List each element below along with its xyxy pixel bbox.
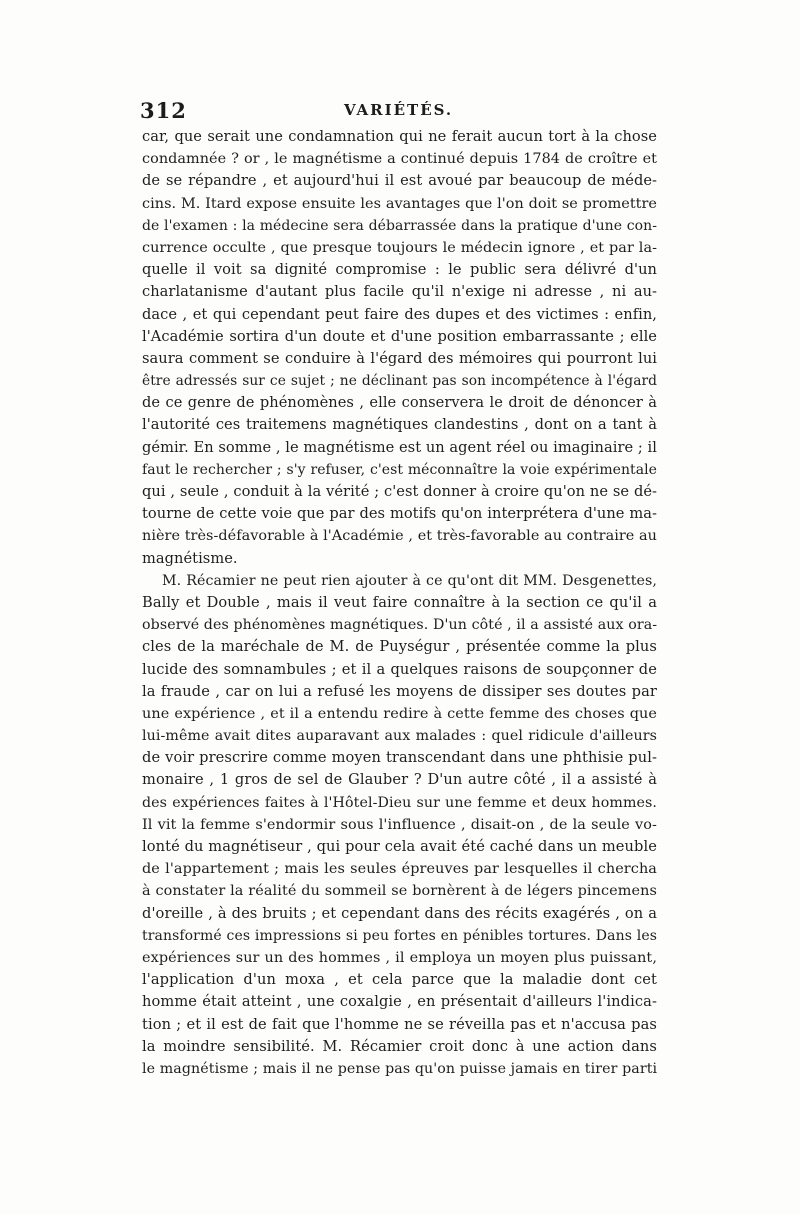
text-line: l'autorité ces traitemens magnétiques clandestins , dont on a tant à — [142, 416, 657, 434]
text-line: Il vit la femme s'endormir sous l'influence , disait-on , de la seule vo- — [142, 816, 657, 833]
text-line: cins. M. Itard expose ensuite les avantages que l'on doit se promettre — [142, 195, 657, 212]
text-line: une expérience , et il a entendu redire à cette femme des choses que — [142, 705, 657, 722]
text-line: de l'examen : la médecine sera débarrassée dans la pratique d'une con- — [142, 217, 657, 234]
text-line: tion ; et il est de fait que l'homme ne se réveilla pas et n'accusa pas — [142, 1015, 657, 1033]
paragraph-2 — [142, 570, 657, 1080]
page-header — [140, 98, 660, 126]
text-line: lui-même avait dites auparavant aux malades : quel ridicule d'ailleurs — [142, 728, 657, 745]
text-line: currence occulte , que presque toujours le médecin ignore , et par la- — [142, 239, 657, 256]
text-line: l'Académie sortira d'un doute et d'une position embarrassante ; elle — [142, 327, 657, 345]
text-line: de se répandre , et aujourd'hui il est avoué par beaucoup de méde- — [142, 172, 657, 190]
text-line: gémir. En somme , le magnétisme est un agent réel ou imaginaire ; il — [142, 438, 657, 456]
text-line: charlatanisme d'autant plus facile qu'il n'exige ni adresse , ni au- — [142, 283, 657, 301]
running-head: VARIÉTÉS. — [344, 101, 454, 119]
text-line: observé des phénomènes magnétiques. D'un côté , il a assisté aux ora- — [142, 617, 658, 634]
text-line: M. Récamier ne peut rien ajouter à ce qu'ont dit MM. Desgenettes, — [162, 572, 657, 589]
text-line: monaire , 1 gros de sel de Glauber ? D'un autre côté , il a assisté à — [142, 771, 657, 789]
text-line: le magnétisme ; mais il ne pense pas qu'on puisse jamais en tirer parti — [142, 1060, 658, 1077]
paragraph-1 — [142, 126, 657, 570]
text-line: de voir prescrire comme moyen transcendant dans une phthisie pul- — [142, 749, 657, 767]
text-line: la moindre sensibilité. M. Récamier croit donc à une action dans — [142, 1037, 657, 1055]
text-line: expériences sur un des hommes , il employa un moyen plus puissant, — [142, 949, 657, 966]
text-line: homme était atteint , une coxalgie , en présentait d'ailleurs l'indica- — [142, 993, 657, 1011]
text-line: saura comment se conduire à l'égard des mémoires qui pourront lui — [142, 349, 657, 367]
text-line: la fraude , car on lui a refusé les moyens de dissiper ses doutes par — [142, 682, 657, 700]
text-line: car, que serait une condamnation qui ne ferait aucun tort à la chose — [142, 128, 657, 145]
text-line: Bally et Double , mais il veut faire connaître à la section ce qu'il a — [142, 593, 657, 611]
text-line: lonté du magnétiseur , qui pour cela avait été caché dans un meuble — [142, 838, 657, 855]
text-line: magnétisme. — [142, 549, 238, 567]
text-line: quelle il voit sa dignité compromise : le public sera délivré d'un — [142, 261, 657, 279]
text-line: nière très-défavorable à l'Académie , et très-favorable au contraire au — [142, 528, 657, 545]
text-line: dace , et qui cependant peut faire des dupes et des victimes : enfin, — [142, 305, 657, 323]
text-line: tourne de cette voie que par des motifs qu'on interprétera d'une ma- — [142, 505, 657, 523]
text-line: des expériences faites à l'Hôtel-Dieu sur une femme et deux hommes. — [142, 794, 657, 811]
text-line: être adressés sur ce sujet ; ne déclinant pas son incompétence à l'égard — [142, 373, 657, 390]
text-line: qui , seule , conduit à la vérité ; c'est donner à croire qu'on ne se dé- — [142, 483, 657, 500]
text-line: de ce genre de phénomènes , elle conservera le droit de dénoncer à — [142, 394, 657, 412]
page-number: 312 — [140, 98, 187, 123]
text-line: de l'appartement ; mais les seules épreuves par lesquelles il chercha — [142, 861, 657, 878]
text-line: cles de la maréchale de M. de Puységur , présentée comme la plus — [142, 638, 657, 656]
text-line: lucide des somnambules ; et il a quelques raisons de soupçonner de — [142, 660, 657, 678]
text-line: l'application d'un moxa , et cela parce que la maladie dont cet — [142, 971, 657, 989]
text-line: transformé ces impressions si peu fortes en pénibles tortures. Dans les — [142, 927, 657, 944]
text-line: à constater la réalité du sommeil se bornèrent à de légers pincemens — [142, 883, 657, 900]
text-line: condamnée ? or , le magnétisme a continué depuis 1784 de croître et — [142, 151, 657, 168]
body-text — [142, 126, 657, 1080]
text-line: faut le rechercher ; s'y refuser, c'est méconnaître la voie expérimentale — [142, 461, 657, 478]
text-line: d'oreille , à des bruits ; et cependant dans des récits exagérés , on a — [142, 904, 657, 922]
